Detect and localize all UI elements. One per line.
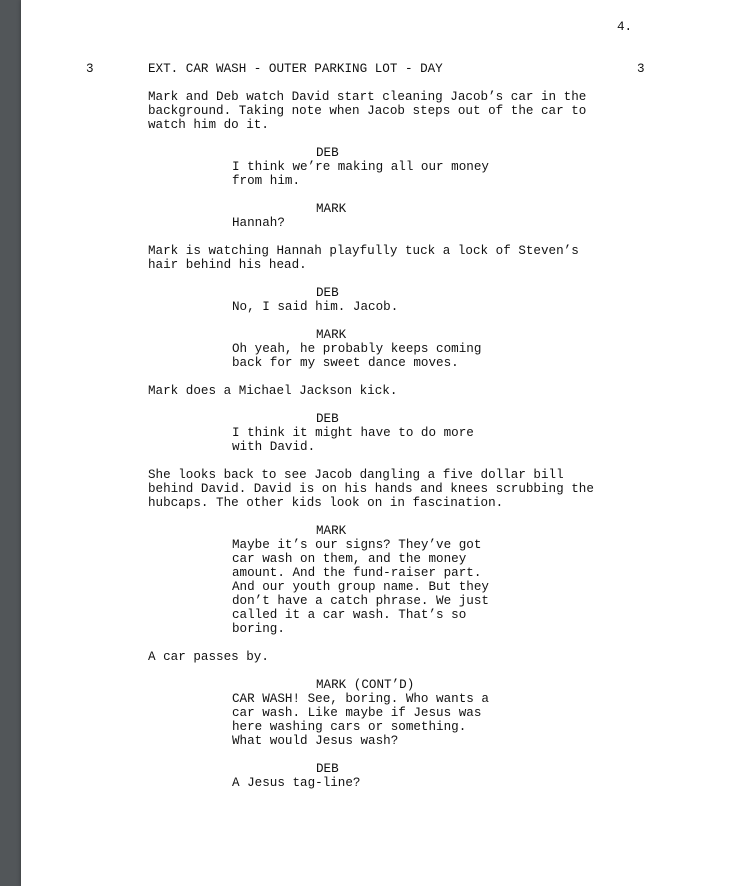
dialogue-line: don’t have a catch phrase. We just: [232, 594, 489, 608]
dialogue-line: What would Jesus wash?: [232, 734, 399, 748]
character-name: MARK: [316, 202, 347, 216]
dialogue-line: I think we’re making all our money: [232, 160, 489, 174]
character-name: MARK (CONT’D): [316, 678, 415, 692]
character-name: DEB: [316, 412, 339, 426]
character-name: DEB: [316, 286, 339, 300]
character-name: DEB: [316, 762, 339, 776]
action-line: A car passes by.: [148, 650, 269, 664]
dialogue-line: called it a car wash. That’s so: [232, 608, 467, 622]
dialogue-line: A Jesus tag-line?: [232, 776, 361, 790]
dialogue-line: car wash on them, and the money: [232, 552, 467, 566]
action-line: Mark is watching Hannah playfully tuck a lock of Steven’s: [148, 244, 579, 258]
dialogue-line: amount. And the fund-raiser part.: [232, 566, 482, 580]
dialogue-line: Hannah?: [232, 216, 285, 230]
dialogue-line: car wash. Like maybe if Jesus was: [232, 706, 482, 720]
action-line: She looks back to see Jacob dangling a five dollar bill: [148, 468, 564, 482]
scene-number-right: 3: [637, 62, 645, 76]
dialogue-line: I think it might have to do more: [232, 426, 474, 440]
dialogue-line: with David.: [232, 440, 316, 454]
action-line: hair behind his head.: [148, 258, 307, 272]
character-name: DEB: [316, 146, 339, 160]
dialogue-line: Oh yeah, he probably keeps coming: [232, 342, 482, 356]
dialogue-line: back for my sweet dance moves.: [232, 356, 459, 370]
action-line: Mark and Deb watch David start cleaning Jacob’s car in the: [148, 90, 587, 104]
dialogue-line: No, I said him. Jacob.: [232, 300, 399, 314]
dialogue-line: Maybe it’s our signs? They’ve got: [232, 538, 482, 552]
dialogue-line: here washing cars or something.: [232, 720, 467, 734]
action-line: hubcaps. The other kids look on in fascination.: [148, 496, 504, 510]
dialogue-line: boring.: [232, 622, 285, 636]
dialogue-line: CAR WASH! See, boring. Who wants a: [232, 692, 489, 706]
page-number: 4.: [617, 20, 633, 34]
dialogue-line: And our youth group name. But they: [232, 580, 489, 594]
character-name: MARK: [316, 328, 347, 342]
script-page: [21, 0, 746, 886]
dialogue-line: from him.: [232, 174, 301, 188]
action-line: behind David. David is on his hands and knees scrubbing the: [148, 482, 594, 496]
scene-number-left: 3: [86, 62, 94, 76]
action-line: Mark does a Michael Jackson kick.: [148, 384, 398, 398]
action-line: watch him do it.: [148, 118, 269, 132]
action-line: background. Taking note when Jacob steps out of the car to: [148, 104, 587, 118]
character-name: MARK: [316, 524, 347, 538]
scene-heading: EXT. CAR WASH - OUTER PARKING LOT - DAY: [148, 62, 443, 76]
